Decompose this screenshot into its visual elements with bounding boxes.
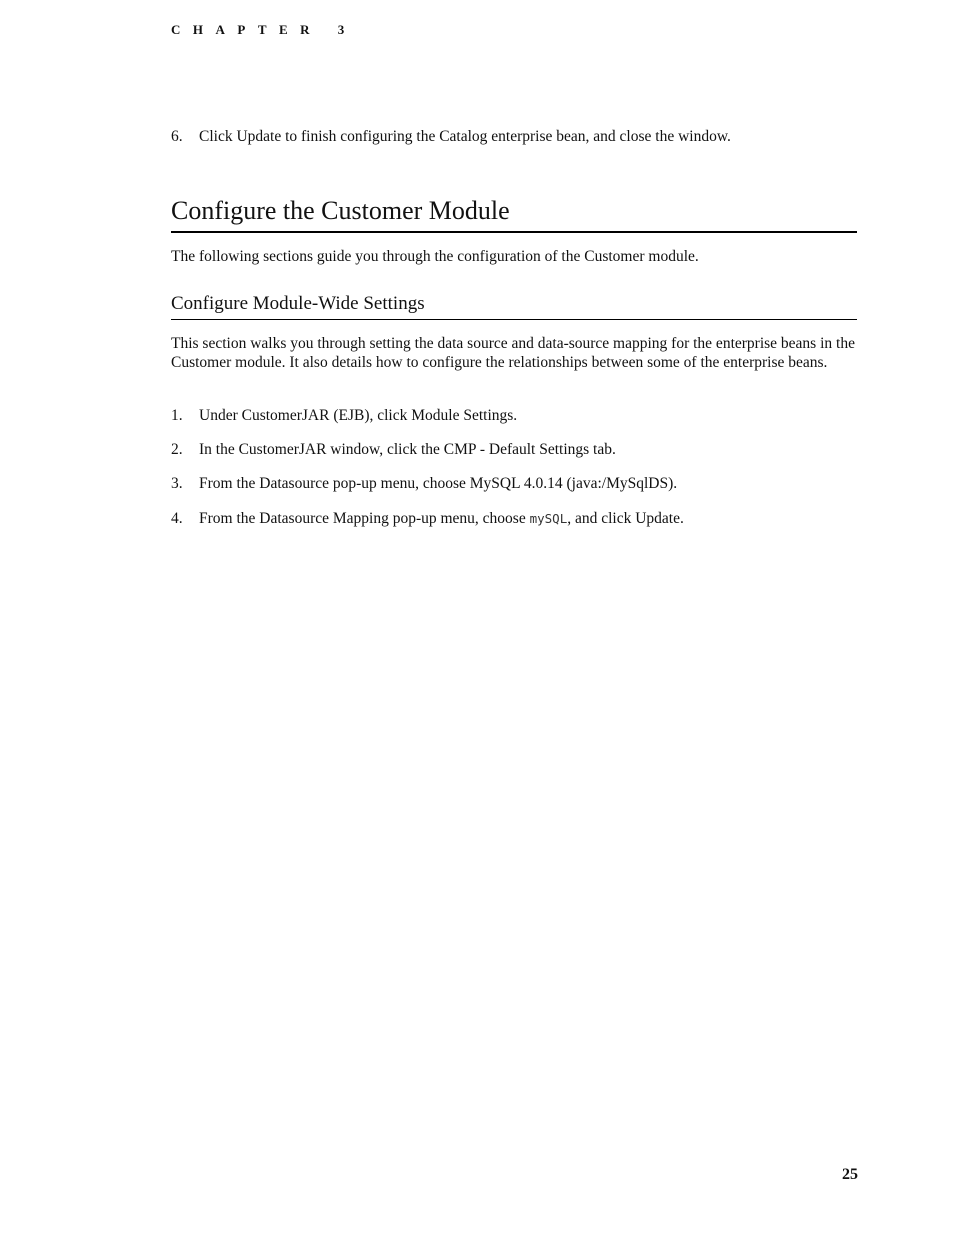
step-text: Click Update to finish configuring the Catalog enterprise bean, and close the window. xyxy=(199,128,731,145)
subsection-intro: This section walks you through setting the data source and data-source mapping for the enterprise beans in the Customer module. It also details how to configure the relationships between some of the enterprise beans. xyxy=(171,335,855,371)
step-number: 3. xyxy=(171,475,183,492)
step-text: From the Datasource pop-up menu, choose MySQL 4.0.14 (java:/MySqlDS). xyxy=(199,475,678,492)
section-intro: The following sections guide you through the configuration of the Customer module. xyxy=(171,248,699,265)
list-item xyxy=(171,127,857,146)
list-item xyxy=(171,406,857,425)
list-item xyxy=(171,474,857,493)
subsection-title: Configure Module-Wide Settings xyxy=(171,292,857,320)
step-number: 4. xyxy=(171,510,183,527)
step-text: Under CustomerJAR (EJB), click Module Settings. xyxy=(199,407,518,424)
step-number: 1. xyxy=(171,407,183,424)
step-number: 2. xyxy=(171,441,183,458)
list-item xyxy=(171,440,857,459)
page-number: 25 xyxy=(842,1166,858,1183)
step-text-before: From the Datasource Mapping pop-up menu, choose xyxy=(199,510,530,527)
step-text: In the CustomerJAR window, click the CMP - Default Settings tab. xyxy=(199,441,616,458)
section-title: Configure the Customer Module xyxy=(171,193,857,233)
list-item xyxy=(171,509,857,528)
step-text-after: , and click Update. xyxy=(567,510,684,527)
chapter-header: CHAPTER 3 xyxy=(171,22,357,37)
code-literal: mySQL xyxy=(529,511,568,526)
step-number: 6. xyxy=(171,128,183,145)
